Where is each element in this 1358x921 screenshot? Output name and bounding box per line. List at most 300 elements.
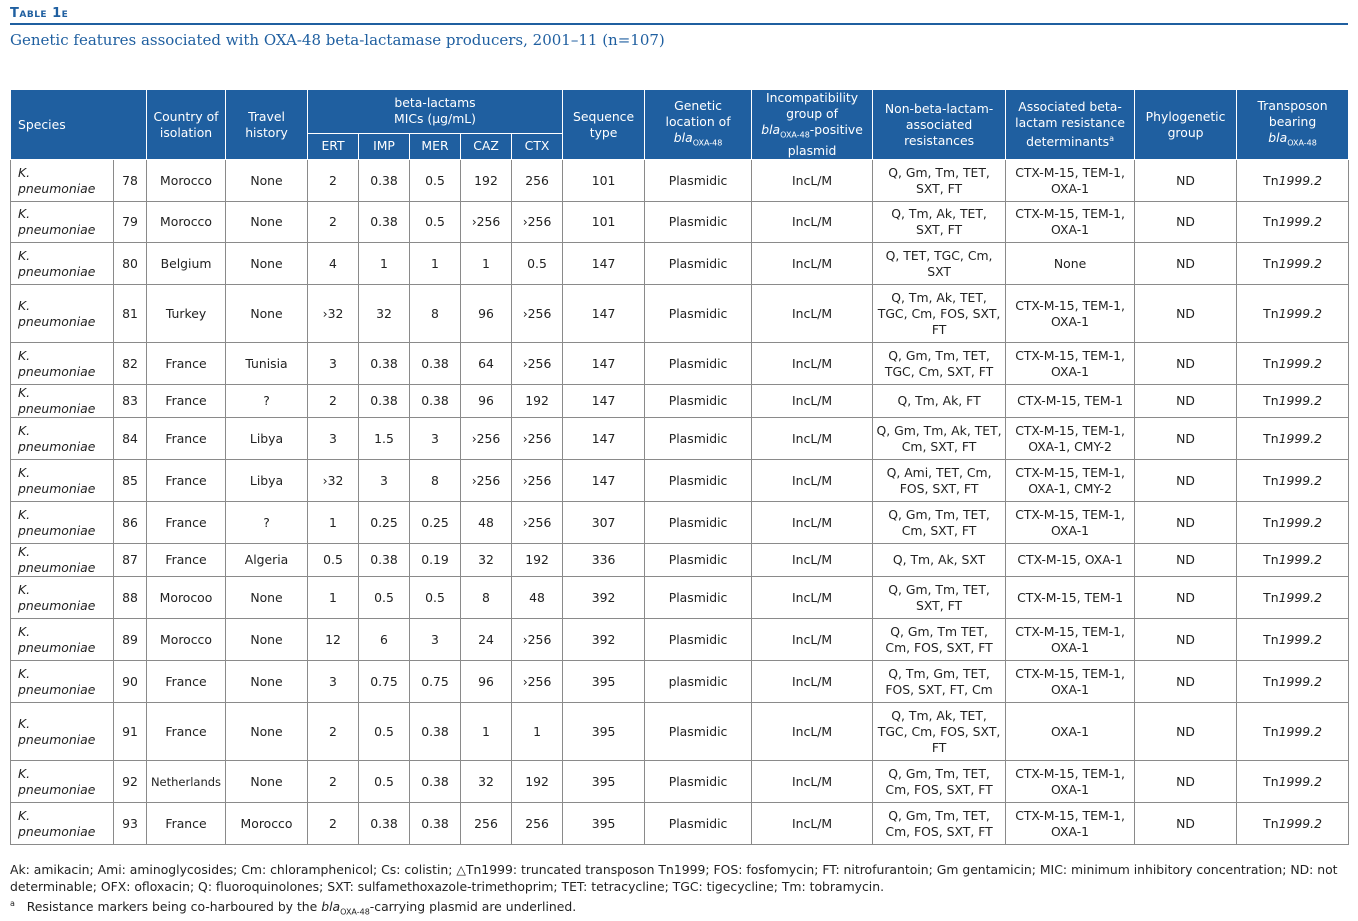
mic-imp-cell: 0.38: [359, 343, 410, 385]
associated-determinants-cell: CTX-M-15, TEM-1, OXA-1, CMY-2: [1006, 460, 1135, 502]
mic-imp-cell: 0.5: [359, 577, 410, 619]
table-row: [11, 343, 1349, 385]
mic-ctx-cell: 192: [512, 761, 563, 803]
transposon-cell: Tn1999.2: [1237, 703, 1349, 761]
travel-cell: Morocco: [226, 803, 308, 845]
mic-caz-cell: 8: [461, 577, 512, 619]
isolate-id-cell: 82: [114, 343, 147, 385]
transposon-cell: Tn1999.2: [1237, 202, 1349, 243]
incompatibility-cell: IncL/M: [752, 703, 873, 761]
incompatibility-cell: IncL/M: [752, 343, 873, 385]
header-mic-ctx: CTX: [512, 133, 563, 160]
associated-determinants-cell: CTX-M-15, TEM-1, OXA-1: [1006, 803, 1135, 845]
travel-cell: None: [226, 761, 308, 803]
travel-cell: Libya: [226, 418, 308, 460]
species-cell: K. pneumoniae: [11, 285, 114, 343]
travel-cell: None: [226, 577, 308, 619]
transposon-cell: Tn1999.2: [1237, 243, 1349, 285]
header-incompatibility-text: Incompatibility group of: [766, 90, 859, 121]
travel-cell: None: [226, 160, 308, 202]
mic-imp-cell: 0.38: [359, 160, 410, 202]
mic-caz-cell: 96: [461, 385, 512, 418]
isolate-id-cell: 85: [114, 460, 147, 502]
header-genetic-location: [645, 90, 752, 160]
isolate-id-cell: 83: [114, 385, 147, 418]
associated-determinants-cell: CTX-M-15, TEM-1, OXA-1: [1006, 619, 1135, 661]
transposon-cell: Tn1999.2: [1237, 385, 1349, 418]
mic-ert-cell: 1: [308, 577, 359, 619]
sequence-type-cell: 307: [563, 502, 645, 544]
header-species: Species: [11, 90, 147, 160]
header-transposon-text: Transposon bearing: [1257, 98, 1328, 129]
genetic-location-cell: Plasmidic: [645, 285, 752, 343]
isolate-id-cell: 84: [114, 418, 147, 460]
header-country: Country of isolation: [147, 90, 226, 160]
isolate-id-cell: 87: [114, 544, 147, 577]
mic-imp-cell: 1.5: [359, 418, 410, 460]
mic-caz-cell: 64: [461, 343, 512, 385]
incompatibility-cell: IncL/M: [752, 460, 873, 502]
header-mic-caz: CAZ: [461, 133, 512, 160]
mic-ctx-cell: 1: [512, 703, 563, 761]
travel-cell: ?: [226, 385, 308, 418]
genetic-location-cell: Plasmidic: [645, 703, 752, 761]
header-betalactams-line2: MICs (µg/mL): [394, 111, 477, 127]
mic-mer-cell: 8: [410, 285, 461, 343]
mic-caz-cell: 32: [461, 544, 512, 577]
incompatibility-cell: IncL/M: [752, 577, 873, 619]
header-genetic-location-bla: bla: [673, 130, 693, 145]
mic-ctx-cell: ›256: [512, 502, 563, 544]
phylogenetic-cell: ND: [1135, 243, 1237, 285]
table-row: [11, 385, 1349, 418]
table-row: [11, 544, 1349, 577]
mic-ert-cell: 4: [308, 243, 359, 285]
mic-mer-cell: 0.5: [410, 577, 461, 619]
associated-determinants-cell: None: [1006, 243, 1135, 285]
mic-ctx-cell: 256: [512, 803, 563, 845]
country-cell: France: [147, 803, 226, 845]
incompatibility-cell: IncL/M: [752, 502, 873, 544]
mic-mer-cell: 1: [410, 243, 461, 285]
header-mic-mer: MER: [410, 133, 461, 160]
mic-imp-cell: 0.38: [359, 544, 410, 577]
mic-ctx-cell: ›256: [512, 202, 563, 243]
mic-ctx-cell: ›256: [512, 460, 563, 502]
title-rule: [10, 23, 1348, 25]
phylogenetic-cell: ND: [1135, 460, 1237, 502]
table-label: Table 1e: [10, 6, 69, 21]
header-betalactams-line1: beta-lactams: [394, 95, 476, 111]
nonbeta-resistances-cell: Q, Tm, Gm, TET, FOS, SXT, FT, Cm: [873, 661, 1006, 703]
travel-cell: None: [226, 202, 308, 243]
mic-imp-cell: 0.38: [359, 803, 410, 845]
species-cell: K. pneumoniae: [11, 160, 114, 202]
mic-ert-cell: ›32: [308, 460, 359, 502]
genetic-location-cell: Plasmidic: [645, 577, 752, 619]
table-row: [11, 661, 1349, 703]
phylogenetic-cell: ND: [1135, 160, 1237, 202]
nonbeta-resistances-cell: Q, Gm, Tm, TET, SXT, FT: [873, 577, 1006, 619]
nonbeta-resistances-cell: Q, Tm, Ak, TET, SXT, FT: [873, 202, 1006, 243]
data-table: [10, 89, 1349, 845]
mic-ctx-cell: 192: [512, 385, 563, 418]
mic-mer-cell: 3: [410, 619, 461, 661]
phylogenetic-cell: ND: [1135, 418, 1237, 460]
header-incompatibility-bla: bla: [761, 122, 781, 137]
nonbeta-resistances-cell: Q, Gm, Tm TET, Cm, FOS, SXT, FT: [873, 619, 1006, 661]
travel-cell: None: [226, 285, 308, 343]
associated-determinants-cell: CTX-M-15, TEM-1, OXA-1, CMY-2: [1006, 418, 1135, 460]
country-cell: France: [147, 343, 226, 385]
table-row: [11, 619, 1349, 661]
incompatibility-cell: IncL/M: [752, 418, 873, 460]
sequence-type-cell: 147: [563, 418, 645, 460]
nonbeta-resistances-cell: Q, TET, TGC, Cm, SXT: [873, 243, 1006, 285]
table-row: [11, 418, 1349, 460]
genetic-location-cell: Plasmidic: [645, 460, 752, 502]
mic-ctx-cell: ›256: [512, 285, 563, 343]
species-cell: K. pneumoniae: [11, 577, 114, 619]
incompatibility-cell: IncL/M: [752, 160, 873, 202]
transposon-cell: Tn1999.2: [1237, 285, 1349, 343]
mic-mer-cell: 8: [410, 460, 461, 502]
mic-caz-cell: 32: [461, 761, 512, 803]
mic-ert-cell: 2: [308, 761, 359, 803]
transposon-cell: Tn1999.2: [1237, 502, 1349, 544]
mic-ctx-cell: ›256: [512, 619, 563, 661]
genetic-location-cell: Plasmidic: [645, 544, 752, 577]
associated-determinants-cell: OXA-1: [1006, 703, 1135, 761]
isolate-id-cell: 91: [114, 703, 147, 761]
table-row: [11, 460, 1349, 502]
transposon-cell: Tn1999.2: [1237, 418, 1349, 460]
header-mic-ert: ERT: [308, 133, 359, 160]
genetic-location-cell: Plasmidic: [645, 761, 752, 803]
transposon-cell: Tn1999.2: [1237, 661, 1349, 703]
incompatibility-cell: IncL/M: [752, 619, 873, 661]
species-cell: K. pneumoniae: [11, 460, 114, 502]
header-transposon-bla: bla: [1268, 130, 1288, 145]
isolate-id-cell: 88: [114, 577, 147, 619]
mic-caz-cell: 48: [461, 502, 512, 544]
nonbeta-resistances-cell: Q, Gm, Tm, Ak, TET, Cm, SXT, FT: [873, 418, 1006, 460]
isolate-id-cell: 81: [114, 285, 147, 343]
isolate-id-cell: 86: [114, 502, 147, 544]
mic-mer-cell: 0.38: [410, 385, 461, 418]
transposon-cell: Tn1999.2: [1237, 803, 1349, 845]
underline-note-bla: bla: [321, 899, 341, 915]
incompatibility-cell: IncL/M: [752, 385, 873, 418]
species-cell: K. pneumoniae: [11, 385, 114, 418]
header-associated: [1006, 90, 1135, 160]
mic-ert-cell: 1: [308, 502, 359, 544]
isolate-id-cell: 90: [114, 661, 147, 703]
isolate-id-cell: 93: [114, 803, 147, 845]
country-cell: France: [147, 385, 226, 418]
phylogenetic-cell: ND: [1135, 544, 1237, 577]
mic-mer-cell: 0.38: [410, 761, 461, 803]
mic-imp-cell: 0.25: [359, 502, 410, 544]
transposon-cell: Tn1999.2: [1237, 544, 1349, 577]
mic-imp-cell: 0.38: [359, 202, 410, 243]
mic-ctx-cell: 0.5: [512, 243, 563, 285]
header-associated-text: Associated beta-lactam resistance determinants: [1015, 99, 1125, 150]
mic-mer-cell: 0.5: [410, 160, 461, 202]
isolate-id-cell: 80: [114, 243, 147, 285]
country-cell: Morocco: [147, 619, 226, 661]
header-travel: Travel history: [226, 90, 308, 160]
sequence-type-cell: 392: [563, 619, 645, 661]
mic-ctx-cell: ›256: [512, 418, 563, 460]
incompatibility-cell: IncL/M: [752, 761, 873, 803]
mic-caz-cell: 96: [461, 661, 512, 703]
mic-ctx-cell: 256: [512, 160, 563, 202]
sequence-type-cell: 336: [563, 544, 645, 577]
table-row: [11, 703, 1349, 761]
header-incompatibility-suffix: -positive plasmid: [787, 122, 863, 159]
incompatibility-cell: IncL/M: [752, 285, 873, 343]
nonbeta-resistances-cell: Q, Gm, Tm, TET, TGC, Cm, SXT, FT: [873, 343, 1006, 385]
incompatibility-cell: IncL/M: [752, 243, 873, 285]
header-sequence: Sequence type: [563, 90, 645, 160]
nonbeta-resistances-cell: Q, Tm, Ak, TET, TGC, Cm, FOS, SXT, FT: [873, 703, 1006, 761]
species-cell: K. pneumoniae: [11, 243, 114, 285]
incompatibility-cell: IncL/M: [752, 202, 873, 243]
transposon-cell: Tn1999.2: [1237, 577, 1349, 619]
travel-cell: Tunisia: [226, 343, 308, 385]
genetic-location-cell: Plasmidic: [645, 619, 752, 661]
mic-ctx-cell: ›256: [512, 661, 563, 703]
table-row: [11, 577, 1349, 619]
mic-ert-cell: 2: [308, 202, 359, 243]
sequence-type-cell: 101: [563, 202, 645, 243]
mic-ert-cell: 2: [308, 160, 359, 202]
table-row: [11, 502, 1349, 544]
table-row: [11, 803, 1349, 845]
header-incompatibility-bla-sub: OXA-48: [780, 130, 810, 140]
species-cell: K. pneumoniae: [11, 418, 114, 460]
table-row: [11, 202, 1349, 243]
header-associated-footnote-marker: a: [1109, 134, 1114, 144]
species-cell: K. pneumoniae: [11, 761, 114, 803]
country-cell: France: [147, 544, 226, 577]
isolate-id-cell: 89: [114, 619, 147, 661]
travel-cell: None: [226, 703, 308, 761]
footnotes: [10, 861, 1345, 921]
phylogenetic-cell: ND: [1135, 577, 1237, 619]
country-cell: Morocco: [147, 160, 226, 202]
country-cell: France: [147, 502, 226, 544]
associated-determinants-cell: CTX-M-15, TEM-1, OXA-1: [1006, 761, 1135, 803]
nonbeta-resistances-cell: Q, Gm, Tm, TET, Cm, SXT, FT: [873, 502, 1006, 544]
mic-ert-cell: 3: [308, 661, 359, 703]
country-cell: France: [147, 703, 226, 761]
nonbeta-resistances-cell: Q, Tm, Ak, TET, TGC, Cm, FOS, SXT, FT: [873, 285, 1006, 343]
table-row: [11, 243, 1349, 285]
associated-determinants-cell: CTX-M-15, TEM-1, OXA-1: [1006, 285, 1135, 343]
travel-cell: None: [226, 619, 308, 661]
travel-cell: None: [226, 243, 308, 285]
header-genetic-location-bla-sub: OXA-48: [692, 138, 723, 148]
genetic-location-cell: Plasmidic: [645, 202, 752, 243]
underline-note: [10, 895, 1345, 921]
table-row: [11, 160, 1349, 202]
phylogenetic-cell: ND: [1135, 703, 1237, 761]
mic-ert-cell: ›32: [308, 285, 359, 343]
mic-ctx-cell: 192: [512, 544, 563, 577]
mic-mer-cell: 0.38: [410, 803, 461, 845]
phylogenetic-cell: ND: [1135, 619, 1237, 661]
genetic-location-cell: Plasmidic: [645, 243, 752, 285]
transposon-cell: Tn1999.2: [1237, 761, 1349, 803]
country-cell: France: [147, 460, 226, 502]
genetic-location-cell: Plasmidic: [645, 160, 752, 202]
associated-determinants-cell: CTX-M-15, TEM-1, OXA-1: [1006, 343, 1135, 385]
mic-ctx-cell: ›256: [512, 343, 563, 385]
sequence-type-cell: 147: [563, 243, 645, 285]
mic-mer-cell: 3: [410, 418, 461, 460]
isolate-id-cell: 79: [114, 202, 147, 243]
country-cell: Belgium: [147, 243, 226, 285]
mic-caz-cell: 24: [461, 619, 512, 661]
travel-cell: None: [226, 661, 308, 703]
species-cell: K. pneumoniae: [11, 661, 114, 703]
table-caption: Genetic features associated with OXA-48 beta-lactamase producers, 2001–11 (n=107): [10, 31, 665, 49]
species-cell: K. pneumoniae: [11, 502, 114, 544]
travel-cell: Algeria: [226, 544, 308, 577]
transposon-cell: Tn1999.2: [1237, 460, 1349, 502]
genetic-location-cell: plasmidic: [645, 661, 752, 703]
mic-ert-cell: 2: [308, 803, 359, 845]
genetic-location-cell: Plasmidic: [645, 803, 752, 845]
genetic-location-cell: Plasmidic: [645, 343, 752, 385]
associated-determinants-cell: CTX-M-15, TEM-1: [1006, 577, 1135, 619]
species-cell: K. pneumoniae: [11, 803, 114, 845]
sequence-type-cell: 395: [563, 703, 645, 761]
underline-note-before: Resistance markers being co-harboured by the: [26, 899, 318, 915]
sequence-type-cell: 395: [563, 661, 645, 703]
sequence-type-cell: 101: [563, 160, 645, 202]
country-cell: France: [147, 661, 226, 703]
species-cell: K. pneumoniae: [11, 202, 114, 243]
sequence-type-cell: 147: [563, 285, 645, 343]
mic-imp-cell: 3: [359, 460, 410, 502]
mic-imp-cell: 0.75: [359, 661, 410, 703]
transposon-cell: Tn1999.2: [1237, 160, 1349, 202]
genetic-location-cell: Plasmidic: [645, 502, 752, 544]
table-body: [11, 160, 1349, 845]
isolate-id-cell: 92: [114, 761, 147, 803]
header-transposon: [1237, 90, 1349, 160]
species-cell: K. pneumoniae: [11, 343, 114, 385]
mic-caz-cell: ›256: [461, 418, 512, 460]
mic-caz-cell: 192: [461, 160, 512, 202]
sequence-type-cell: 147: [563, 343, 645, 385]
table-row: [11, 761, 1349, 803]
incompatibility-cell: IncL/M: [752, 661, 873, 703]
header-incompatibility: [752, 90, 873, 160]
header-mic-imp: IMP: [359, 133, 410, 160]
mic-caz-cell: 1: [461, 703, 512, 761]
phylogenetic-cell: ND: [1135, 502, 1237, 544]
mic-imp-cell: 6: [359, 619, 410, 661]
mic-caz-cell: 1: [461, 243, 512, 285]
mic-imp-cell: 32: [359, 285, 410, 343]
mic-mer-cell: 0.38: [410, 703, 461, 761]
country-cell: Netherlands: [147, 761, 226, 803]
phylogenetic-cell: ND: [1135, 202, 1237, 243]
associated-determinants-cell: CTX-M-15, TEM-1, OXA-1: [1006, 661, 1135, 703]
phylogenetic-cell: ND: [1135, 285, 1237, 343]
mic-mer-cell: 0.5: [410, 202, 461, 243]
underline-note-bla-sub: OXA-48: [340, 907, 370, 917]
phylogenetic-cell: ND: [1135, 761, 1237, 803]
mic-caz-cell: ›256: [461, 202, 512, 243]
incompatibility-cell: IncL/M: [752, 803, 873, 845]
incompatibility-cell: IncL/M: [752, 544, 873, 577]
isolate-id-cell: 78: [114, 160, 147, 202]
mic-ert-cell: 3: [308, 343, 359, 385]
phylogenetic-cell: ND: [1135, 803, 1237, 845]
nonbeta-resistances-cell: Q, Gm, Tm, TET, Cm, FOS, SXT, FT: [873, 761, 1006, 803]
travel-cell: Libya: [226, 460, 308, 502]
header-betalactams: [308, 90, 563, 134]
abbreviations-note: Ak: amikacin; Ami: aminoglycosides; Cm: chloramphenicol; Cs: colistin; △Tn1999: truncated transposon Tn1999; FOS: fosfomycin; FT: nitrofurantoin; Gm gentamicin; MIC: minimum inhibitory concentration; ND: not determinable; OFX: ofloxacin; Q: fluoroquinolones; SXT: sulfamethoxazole-trimethoprim; TET: tetracycline; TGC: tigecycline; Tm: tobramycin.: [10, 862, 1338, 894]
header-genetic-location-text: Genetic location of: [665, 98, 731, 129]
mic-ert-cell: 2: [308, 703, 359, 761]
mic-ert-cell: 2: [308, 385, 359, 418]
phylogenetic-cell: ND: [1135, 343, 1237, 385]
mic-caz-cell: ›256: [461, 460, 512, 502]
sequence-type-cell: 395: [563, 761, 645, 803]
associated-determinants-cell: CTX-M-15, TEM-1, OXA-1: [1006, 502, 1135, 544]
mic-ert-cell: 3: [308, 418, 359, 460]
associated-determinants-cell: CTX-M-15, TEM-1: [1006, 385, 1135, 418]
mic-imp-cell: 0.38: [359, 385, 410, 418]
mic-imp-cell: 0.5: [359, 703, 410, 761]
mic-mer-cell: 0.19: [410, 544, 461, 577]
genetic-location-cell: Plasmidic: [645, 385, 752, 418]
transposon-cell: Tn1999.2: [1237, 619, 1349, 661]
mic-mer-cell: 0.75: [410, 661, 461, 703]
species-cell: K. pneumoniae: [11, 703, 114, 761]
nonbeta-resistances-cell: Q, Tm, Ak, SXT: [873, 544, 1006, 577]
mic-caz-cell: 96: [461, 285, 512, 343]
footnote-marker: a: [10, 899, 15, 908]
mic-caz-cell: 256: [461, 803, 512, 845]
country-cell: Turkey: [147, 285, 226, 343]
mic-mer-cell: 0.38: [410, 343, 461, 385]
associated-determinants-cell: CTX-M-15, OXA-1: [1006, 544, 1135, 577]
genetic-location-cell: Plasmidic: [645, 418, 752, 460]
transposon-cell: Tn1999.2: [1237, 343, 1349, 385]
mic-ert-cell: 0.5: [308, 544, 359, 577]
header-transposon-bla-sub: OXA-48: [1287, 138, 1317, 148]
underline-note-after: -carrying plasmid are underlined.: [369, 899, 577, 915]
sequence-type-cell: 392: [563, 577, 645, 619]
header-nonbeta: Non-beta-lactam-associated resistances: [873, 90, 1006, 160]
nonbeta-resistances-cell: Q, Tm, Ak, FT: [873, 385, 1006, 418]
associated-determinants-cell: CTX-M-15, TEM-1, OXA-1: [1006, 202, 1135, 243]
associated-determinants-cell: CTX-M-15, TEM-1, OXA-1: [1006, 160, 1135, 202]
sequence-type-cell: 147: [563, 385, 645, 418]
travel-cell: ?: [226, 502, 308, 544]
mic-mer-cell: 0.25: [410, 502, 461, 544]
country-cell: Morocoo: [147, 577, 226, 619]
nonbeta-resistances-cell: Q, Gm, Tm, TET, SXT, FT: [873, 160, 1006, 202]
country-cell: Morocco: [147, 202, 226, 243]
